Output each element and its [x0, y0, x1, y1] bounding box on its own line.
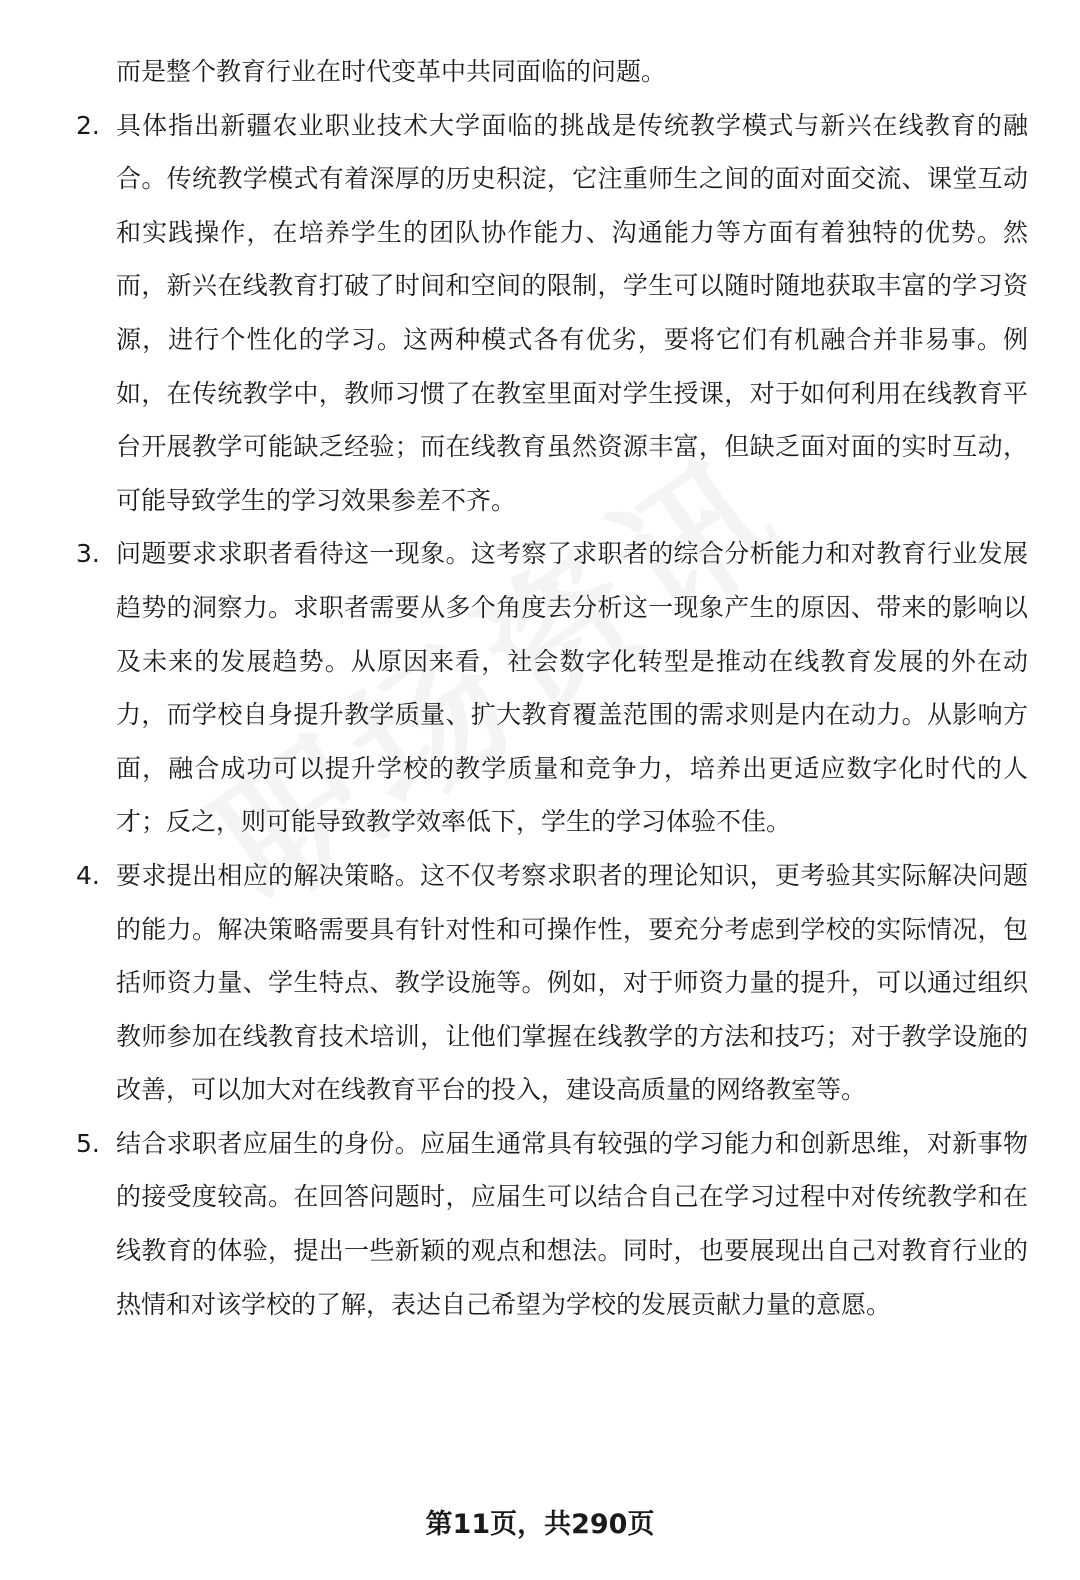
paragraph-text: 结合求职者应届生的身份。应届生通常具有较强的学习能力和创新思维，对新事物的接受度较高。在回答问题时，应届生可以结合自己在学习过程中对传统教学和在线教育的体验，提出一些新颖的观点和想法。同时，也要展现出自己对教育行业的热情和对该学校的了解，表达自己希望为学校的发展贡献力量的意愿。 — [116, 1128, 1028, 1319]
paragraph-text: 而是整个教育行业在时代变革中共同面临的问题。 — [116, 57, 667, 86]
list-item-5 — [0, 1117, 1080, 1331]
page-footer: 第11页，共290页 — [425, 1509, 655, 1540]
list-number: 5. — [76, 1128, 100, 1158]
list-number: 3. — [76, 539, 100, 569]
list-number: 4. — [76, 860, 100, 890]
paragraph-continuation — [0, 45, 1080, 99]
paragraph-text: 具体指出新疆农业职业技术大学面临的挑战是传统教学模式与新兴在线教育的融合。传统教学模式有着深厚的历史积淀，它注重师生之间的面对面交流、课堂互动和实践操作，在培养学生的团队协作能力、沟通能力等方面有着独特的优势。然而，新兴在线教育打破了时间和空间的限制，学生可以随时随地获取丰富的学习资源，进行个性化的学习。这两种模式各有优劣，要将它们有机融合并非易事。例如，在传统教学中，教师习惯了在教室里面对学生授课，对于如何利用在线教育平台开展教学可能缺乏经验；而在线教育虽然资源丰富，但缺乏面对面的实时互动，可能导致学生的学习效果参差不齐。 — [116, 110, 1028, 515]
paragraph-text: 要求提出相应的解决策略。这不仅考察求职者的理论知识，更考验其实际解决问题的能力。解决策略需要具有针对性和可操作性，要充分考虑到学校的实际情况，包括师资力量、学生特点、教学设施等。例如，对于师资力量的提升，可以通过组织教师参加在线教育技术培训，让他们掌握在线教学的方法和技巧；对于教学设施的改善，可以加大对在线教育平台的投入，建设高质量的网络教室等。 — [116, 860, 1028, 1105]
paragraph-text: 问题要求求职者看待这一现象。这考察了求职者的综合分析能力和对教育行业发展趋势的洞察力。求职者需要从多个角度去分析这一现象产生的原因、带来的影响以及未来的发展趋势。从原因来看，社会数字化转型是推动在线教育发展的外在动力，而学校自身提升教学质量、扩大教育覆盖范围的需求则是内在动力。从影响方面，融合成功可以提升学校的教学质量和竞争力，培养出更适应数字化时代的人才；反之，则可能导致教学效率低下，学生的学习体验不佳。 — [116, 539, 1028, 837]
list-item-2 — [0, 99, 1080, 528]
list-item-4 — [0, 849, 1080, 1117]
list-number: 2. — [76, 110, 100, 140]
list-item-3 — [0, 527, 1080, 849]
document-body — [0, 45, 1080, 1331]
